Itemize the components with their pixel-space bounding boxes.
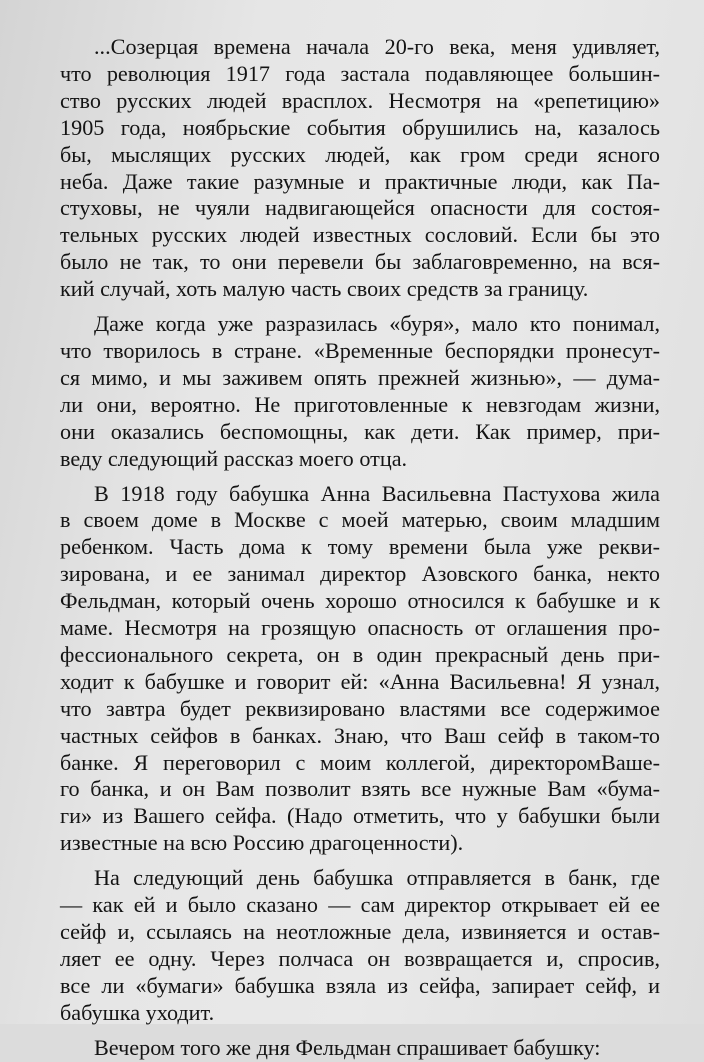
text-line: ...Созерцая времена начала 20-го века, меня удивляет, bbox=[94, 34, 660, 59]
text-line: сейф и, ссылаясь на неотложные дела, извиняется и остав- bbox=[60, 919, 660, 944]
text-line: ли они, вероятно. Не приготовленные к невзгодам жизни, bbox=[60, 391, 660, 417]
text-line: маме. Несмотря на грозящую опасность от оглашения про- bbox=[60, 615, 660, 641]
paragraph-2 bbox=[60, 311, 660, 472]
paragraph-1 bbox=[60, 34, 660, 303]
text-line: Фельдман, который очень хорошо относился к бабушке и к bbox=[60, 588, 660, 614]
text-line: ги» из Вашего сейфа. (Надо отметить, что у бабушки были bbox=[60, 803, 660, 829]
text-line: На следующий день бабушка отправляется в банк, где bbox=[94, 865, 660, 891]
text-line: зирована, и ее занимал директор Азовского банка, некто bbox=[60, 561, 660, 587]
text-line: банке. Я переговорил с моим коллегой, директоромВаше- bbox=[60, 749, 660, 775]
text-line: было не так, то они перевели бы заблаговременно, на вся- bbox=[60, 249, 660, 275]
paragraph-3 bbox=[60, 481, 660, 858]
text-line: Даже когда уже разразилась «буря», мало кто понимал, bbox=[94, 311, 660, 337]
paragraph-4 bbox=[60, 865, 660, 1026]
text-line: что творилось в стране. «Временные беспорядки пронесут- bbox=[60, 337, 660, 363]
text-line: тельных русских людей известных сословий. Если бы это bbox=[60, 222, 660, 248]
text-line: веду следующий рассказ моего отца. bbox=[60, 445, 408, 471]
text-line: что завтра будет реквизировано властями все содержимое bbox=[60, 695, 660, 721]
text-line: ство русских людей врасплох. Несмотря на «репетицию» bbox=[60, 87, 660, 113]
text-line: ходит к бабушке и говорит ей: «Анна Васильевна! Я узнал, bbox=[60, 668, 660, 694]
text-line: неба. Даже такие разумные и практичные люди, как Па- bbox=[60, 168, 660, 194]
text-line: — как ей и было сказано — сам директор открывает ей ее bbox=[60, 892, 660, 918]
text-line: 1905 года, ноябрьские события обрушились на, казалось bbox=[60, 114, 660, 140]
text-line: фессионального секрета, он в один прекрасный день при- bbox=[60, 641, 660, 667]
paragraph-5 bbox=[60, 1035, 660, 1062]
text-line: в своем доме в Москве с моей матерью, своим младшим bbox=[60, 507, 660, 533]
text-line: кий случай, хоть малую часть своих средств за границу. bbox=[60, 276, 589, 302]
text-line: известные на всю Россию драгоценности). bbox=[60, 830, 464, 856]
text-line: ляет ее одну. Через полчаса он возвращается и, спросив, bbox=[60, 945, 660, 971]
text-line: Вечером того же дня Фельдман спрашивает бабушку: bbox=[94, 1034, 601, 1060]
text-line: бы, мыслящих русских людей, как гром среди ясного bbox=[60, 141, 660, 167]
text-line: бабушка уходит. bbox=[60, 999, 215, 1025]
text-line: что революция 1917 года застала подавляющее большин- bbox=[60, 60, 660, 86]
text-line: ребенком. Часть дома к тому времени была уже рекви- bbox=[60, 534, 660, 560]
text-line: частных сейфов в банках. Знаю, что Ваш сейф в таком-то bbox=[60, 722, 660, 748]
text-line: го банка, и он Вам позволит взять все нужные Вам «бума- bbox=[60, 776, 660, 802]
text-line: ся мимо, и мы заживем опять прежней жизнью», — дума- bbox=[60, 364, 660, 390]
text-line: они оказались беспомощны, как дети. Как пример, при- bbox=[60, 418, 660, 444]
text-line: В 1918 году бабушка Анна Васильевна Пастухова жила bbox=[94, 480, 660, 506]
page-text bbox=[60, 34, 660, 1062]
text-line: стуховы, не чуяли надвигающейся опасности для состоя- bbox=[60, 195, 660, 221]
text-line: все ли «бумаги» бабушка взяла из сейфа, запирает сейф, и bbox=[60, 972, 660, 998]
